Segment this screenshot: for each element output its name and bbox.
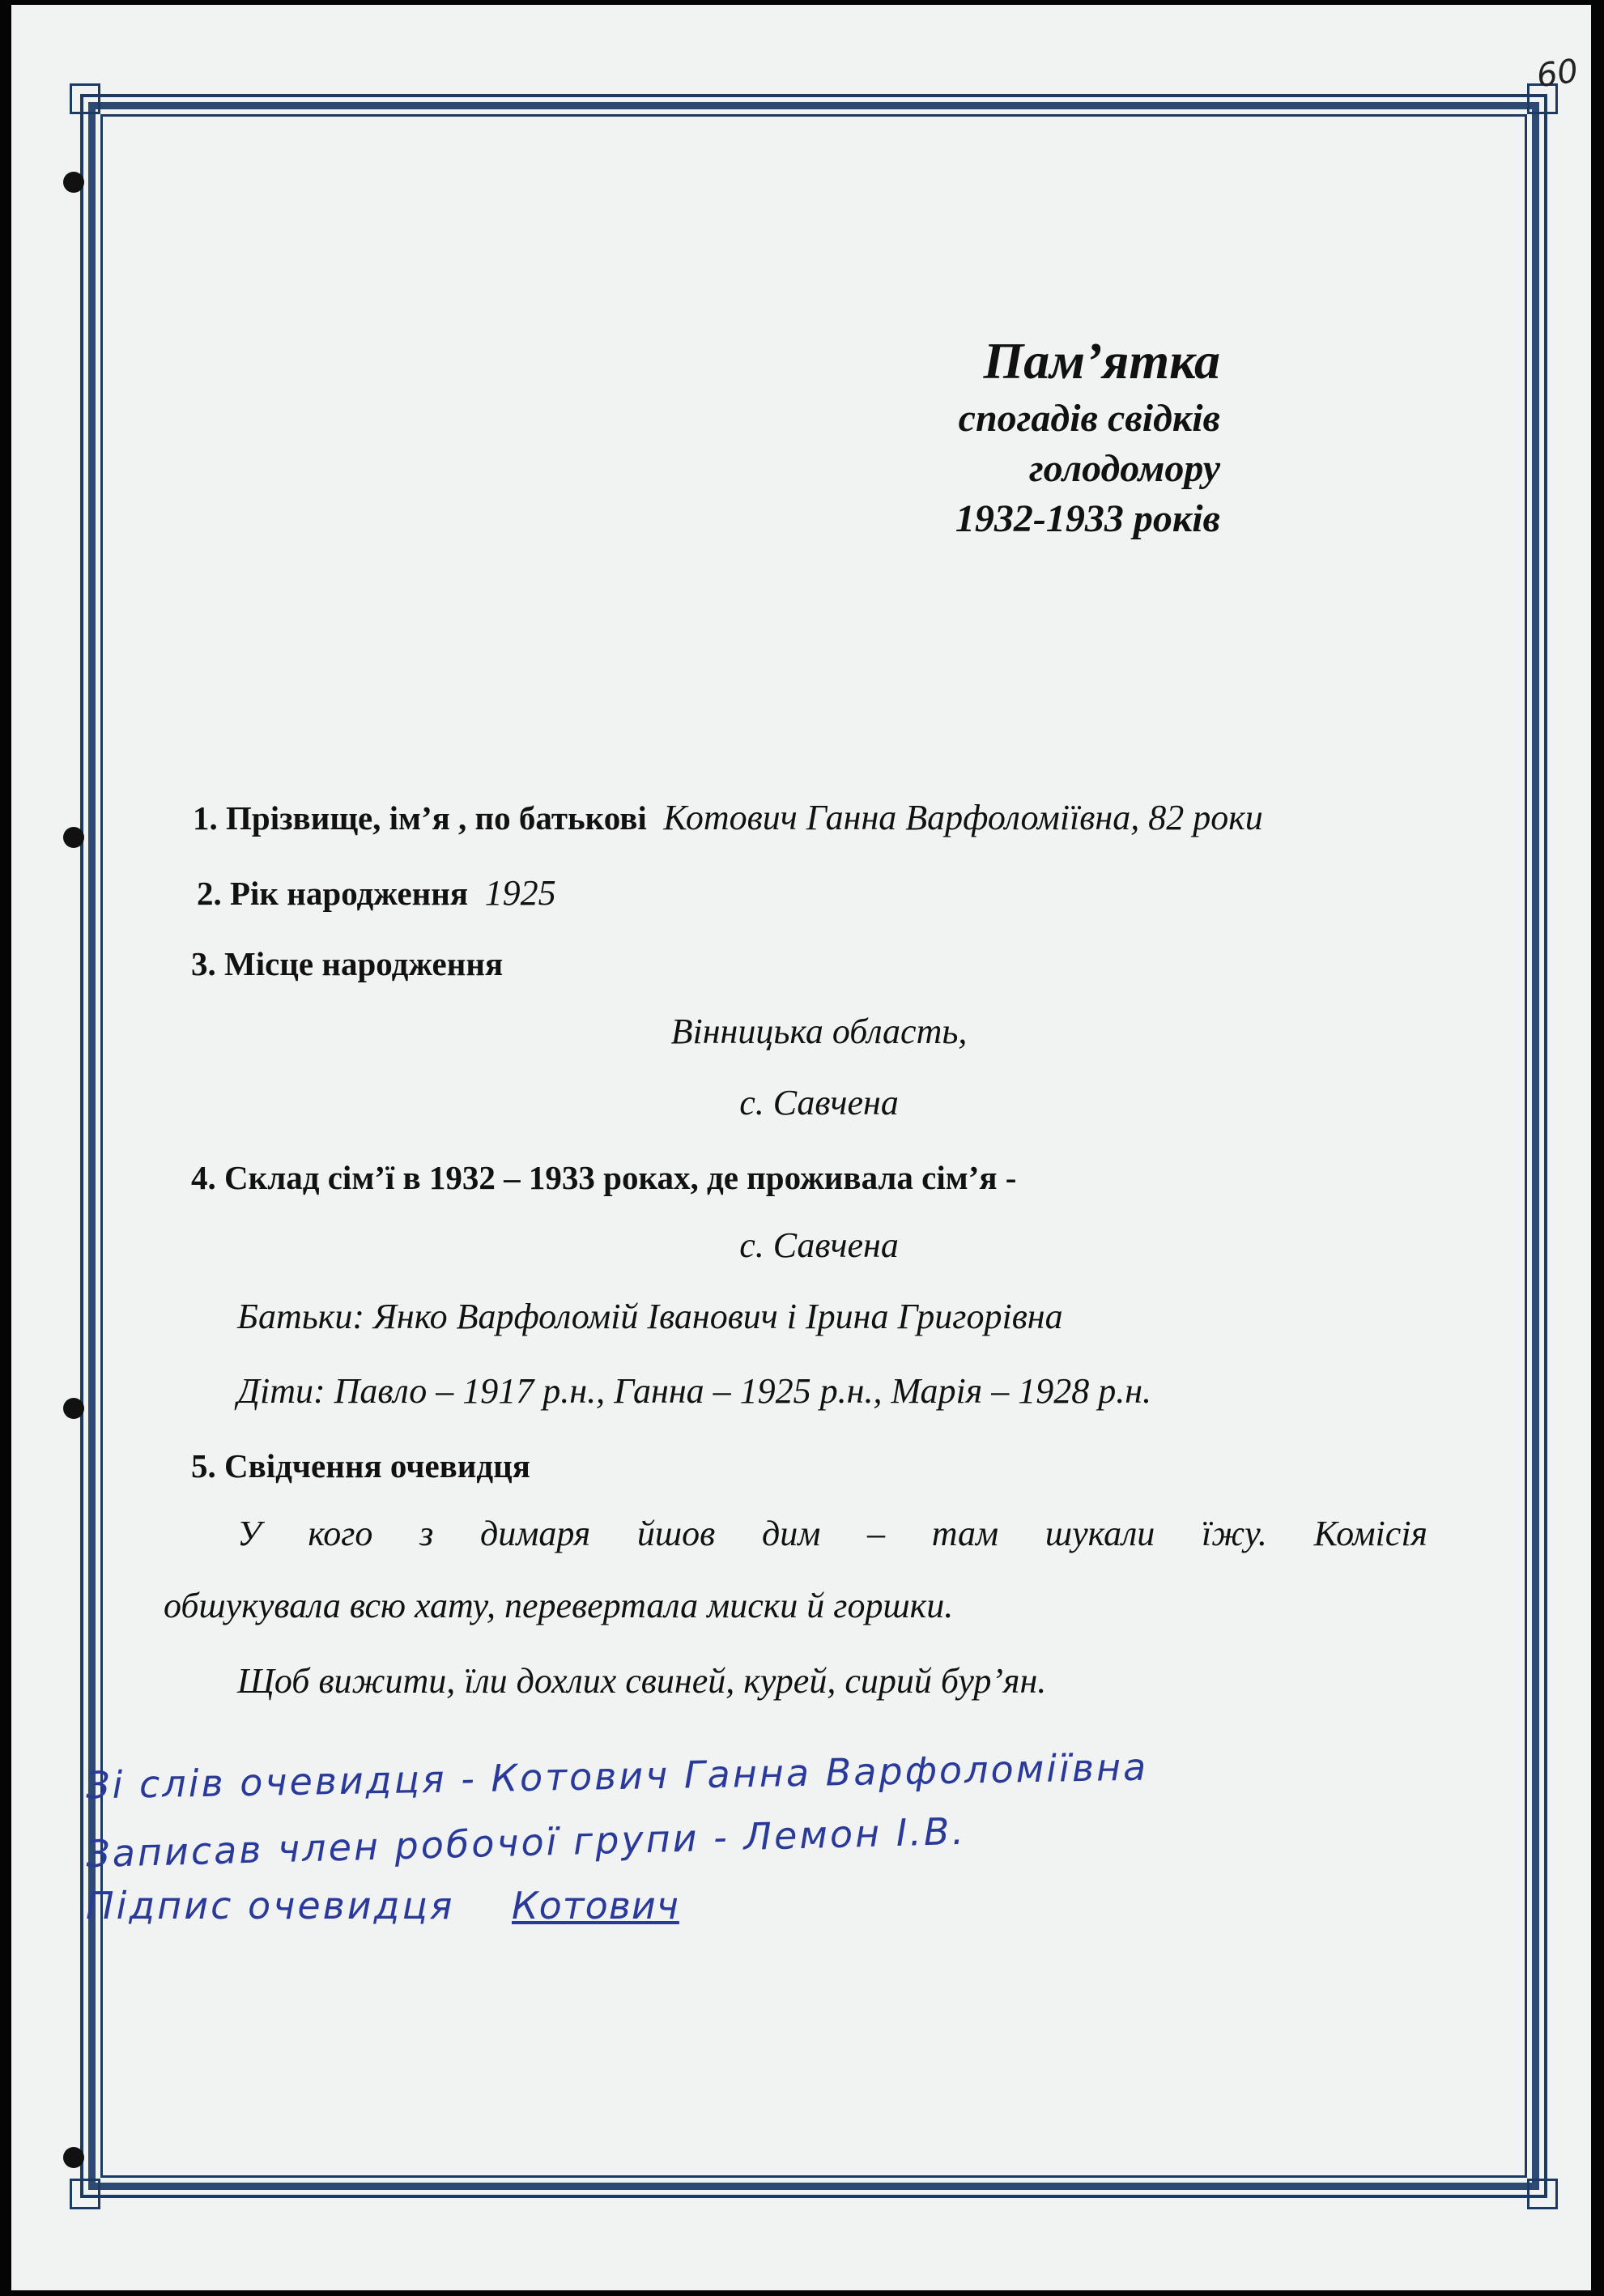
punch-hole-upper-middle bbox=[63, 827, 84, 848]
field-4-label: 4. Склад сім’ї в 1932 – 1933 роках, де проживала сім’я - bbox=[191, 1159, 1017, 1196]
punch-hole-top bbox=[63, 172, 84, 193]
field-5-label: 5. Свідчення очевидця bbox=[191, 1447, 530, 1485]
handwritten-line-1: Зі слів очевидця - Котович Ганна Варфоломіївна bbox=[85, 1744, 1149, 1808]
field-1 bbox=[193, 797, 1263, 838]
field-3-value-line-2: с. Савчена bbox=[739, 1083, 899, 1122]
field-5-para-2: Щоб вижити, їли дохлих свиней, курей, сирий бур’ян. bbox=[237, 1661, 1047, 1701]
handwritten-line-2: Записав член робочої групи - Лемон І.В. bbox=[85, 1808, 967, 1876]
field-1-value: Котович Ганна Варфоломіївна, 82 роки bbox=[663, 798, 1263, 837]
corner-ornament-bottom-right bbox=[1527, 2179, 1558, 2209]
corner-ornament-bottom-left bbox=[70, 2179, 100, 2209]
title-main: Пам’ятка bbox=[983, 332, 1220, 390]
field-3-label: 3. Місце народження bbox=[191, 945, 504, 982]
witness-signature-label: Підпис очевидця bbox=[86, 1884, 455, 1928]
corner-ornament-top-left bbox=[70, 83, 100, 114]
witness-signature: Котович bbox=[511, 1884, 679, 1928]
punch-hole-bottom bbox=[63, 2147, 84, 2168]
field-1-label: 1. Прізвище, ім’я , по батькові bbox=[193, 799, 647, 837]
page-number: 60 bbox=[1534, 52, 1581, 96]
field-3-value-line-1: Вінницька область, bbox=[670, 1012, 968, 1051]
field-4-children: Діти: Павло – 1917 р.н., Ганна – 1925 р.н., Марія – 1928 р.н. bbox=[237, 1371, 1152, 1411]
field-4-parents: Батьки: Янко Варфоломій Іванович і Ірина Григорівна bbox=[237, 1297, 1063, 1336]
handwritten-line-3 bbox=[86, 1884, 679, 1928]
title-line-3: голодомору bbox=[1028, 447, 1220, 490]
title-line-4: 1932-1933 років bbox=[955, 497, 1220, 540]
field-5-para-1-line-2: обшукувала всю хату, перевертала миски й горшки. bbox=[164, 1586, 954, 1625]
document-page bbox=[11, 5, 1591, 2290]
title-line-2: спогадів свідків bbox=[958, 397, 1220, 440]
field-4-value-line-1: с. Савчена bbox=[739, 1225, 899, 1265]
field-2 bbox=[197, 872, 556, 914]
punch-hole-lower-middle bbox=[63, 1398, 84, 1419]
document-title bbox=[955, 329, 1220, 544]
field-5-para-1-line-1: У кого з димаря йшов дим – там шукали їжу. Комісія bbox=[237, 1514, 1427, 1553]
field-2-label: 2. Рік народження bbox=[197, 875, 469, 912]
field-2-value: 1925 bbox=[484, 873, 556, 913]
